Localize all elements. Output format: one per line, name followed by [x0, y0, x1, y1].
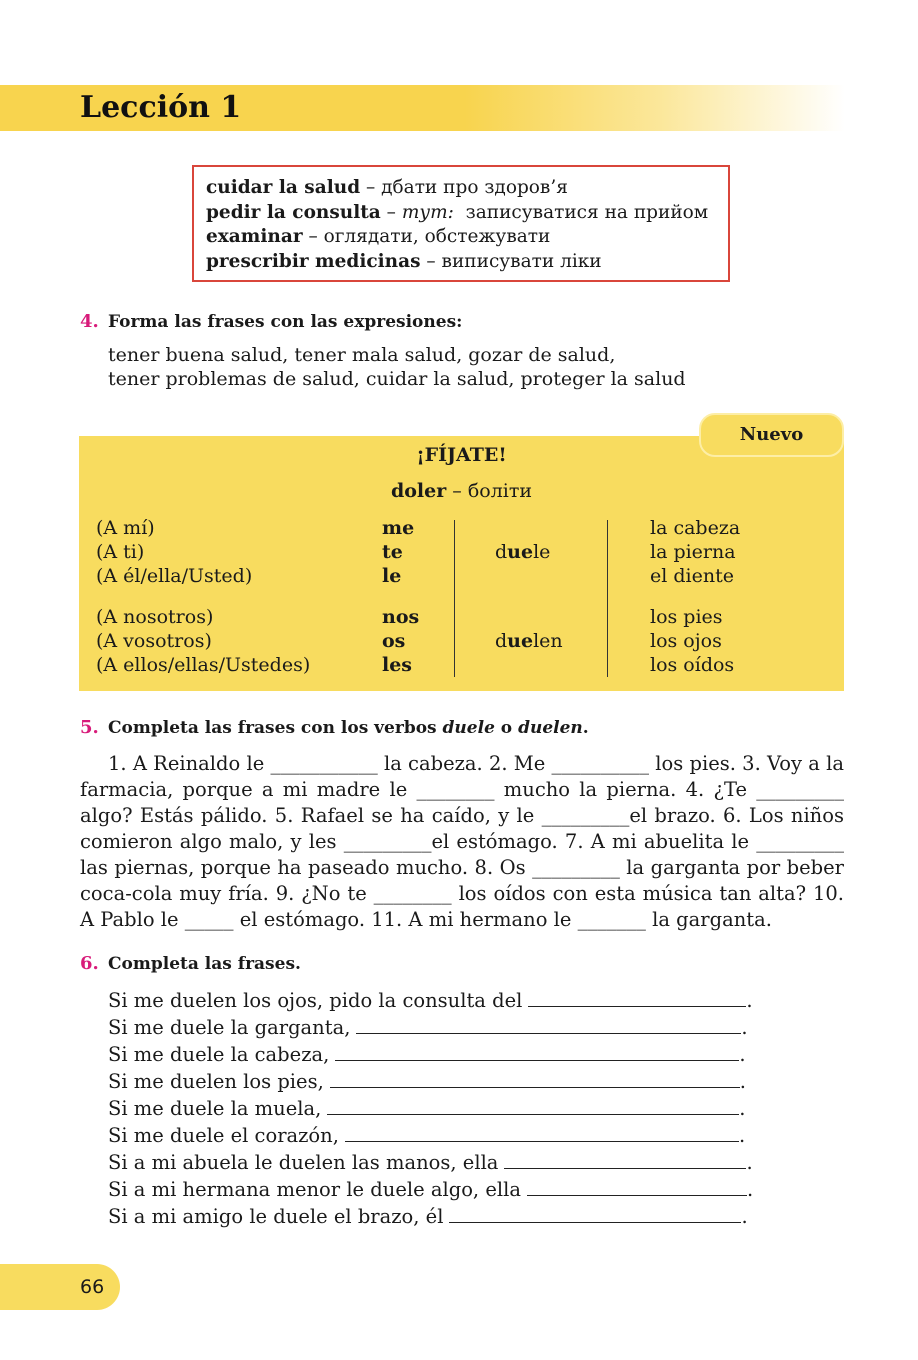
verb-part: le	[533, 541, 551, 563]
body-part: la cabeza	[650, 517, 741, 539]
sentence-start: Si me duelen los pies,	[108, 1070, 324, 1093]
answer-blank[interactable]	[335, 1044, 739, 1061]
sentence-start: Si me duele la cabeza,	[108, 1043, 330, 1066]
verb-option: duele	[442, 718, 495, 738]
pronoun: os	[382, 630, 406, 652]
sentence-line	[108, 1095, 753, 1122]
person-label: (A vosotros)	[96, 630, 212, 652]
sentence-start: Si me duele la muela,	[108, 1097, 322, 1120]
sentence-line	[108, 1203, 753, 1230]
body-part: los oídos	[650, 654, 735, 676]
answer-blank[interactable]	[528, 990, 746, 1007]
exercise-number: 6.	[80, 953, 99, 974]
end-mark: .	[739, 1070, 746, 1093]
sentence-start: Si a mi hermana menor le duele algo, ella	[108, 1178, 521, 1201]
plural-pronouns	[382, 605, 419, 677]
grammar-box	[79, 436, 844, 691]
exercise-4-heading	[80, 311, 462, 332]
grammar-verb: doler	[390, 480, 447, 502]
exercise-instruction: Completa las frases.	[108, 954, 301, 974]
sentence-start: Si me duele la garganta,	[108, 1016, 351, 1039]
exercise-instruction: Completa las frases con los verbos	[108, 718, 443, 738]
sentence-line	[108, 1176, 753, 1203]
plural-objects	[650, 605, 734, 677]
singular-objects	[650, 516, 740, 588]
vocab-note: тут:	[401, 201, 454, 223]
sentence-line	[108, 1122, 753, 1149]
sentence-start: Si me duelen los ojos, pido la consulta del	[108, 989, 523, 1012]
vocab-meaning: оглядати, обстежувати	[323, 226, 551, 247]
verb-option: duelen	[518, 718, 583, 738]
column-divider	[607, 520, 608, 677]
sentence-start: Si a mi amigo le duele el brazo, él	[108, 1205, 444, 1228]
verb-stem-change: ue	[507, 541, 534, 563]
singular-persons	[96, 516, 252, 588]
vocab-entry	[206, 201, 728, 226]
end-mark: .	[741, 1016, 748, 1039]
verb-part: len	[533, 630, 563, 652]
verb-part: d	[495, 630, 508, 652]
person-label: (A ti)	[96, 541, 145, 563]
end-mark: .	[739, 1097, 746, 1120]
vocab-term: prescribir medicinas	[206, 250, 421, 272]
sentence-start: Si a mi abuela le duelen las manos, ella	[108, 1151, 499, 1174]
person-label: (A nosotros)	[96, 606, 214, 628]
expression-line: tener problemas de salud, cuidar la salud, proteger la salud	[108, 368, 686, 390]
vocab-entry	[206, 250, 728, 275]
vocab-separator: –	[302, 226, 324, 247]
body-part: el diente	[650, 565, 734, 587]
expression-line: tener buena salud, tener mala salud, gozar de salud,	[108, 344, 616, 366]
vocab-entry	[206, 176, 728, 201]
verb-part: d	[495, 541, 508, 563]
person-label: (A mí)	[96, 517, 155, 539]
grammar-title: ¡FÍJATE!	[416, 444, 507, 466]
exercise-6-sentences	[108, 987, 753, 1230]
singular-verb-form	[495, 540, 550, 564]
person-label: (A él/ella/Usted)	[96, 565, 253, 587]
vocab-meaning: записуватися на прийом	[465, 201, 709, 223]
sentence-line	[108, 987, 753, 1014]
exercise-instruction: .	[582, 718, 589, 738]
plural-verb-form	[495, 629, 563, 653]
grammar-verb-line	[79, 480, 844, 502]
vocab-entry	[206, 225, 728, 250]
vocab-term: examinar	[206, 226, 303, 247]
exercise-number: 5.	[80, 717, 99, 738]
exercise-instruction: Forma las frases con las expresiones:	[108, 312, 463, 332]
exercise-4-expressions	[108, 343, 686, 391]
grammar-verb-meaning: – боліти	[446, 480, 533, 502]
end-mark: .	[739, 1043, 746, 1066]
vocab-separator: –	[380, 201, 402, 223]
sentence-line	[108, 1068, 753, 1095]
answer-blank[interactable]	[527, 1179, 747, 1196]
pronoun: te	[382, 541, 403, 563]
answer-blank[interactable]	[356, 1017, 741, 1034]
body-part: la pierna	[650, 541, 736, 563]
answer-blank[interactable]	[345, 1125, 739, 1142]
nuevo-tab: Nuevo	[699, 413, 844, 457]
vocab-term: cuidar la salud	[206, 177, 361, 198]
vocab-term: pedir la consulta	[206, 201, 381, 223]
end-mark: .	[746, 1178, 754, 1201]
singular-pronouns	[382, 516, 414, 588]
end-mark: .	[741, 1205, 748, 1228]
end-mark: .	[738, 1124, 746, 1147]
pronoun: nos	[382, 606, 420, 628]
pronoun: le	[382, 565, 402, 587]
vocab-separator: –	[420, 250, 442, 272]
answer-blank[interactable]	[327, 1098, 739, 1115]
vocab-separator: –	[360, 177, 382, 198]
lesson-title: Lección 1	[80, 90, 242, 125]
sentence-line	[108, 1014, 753, 1041]
exercise-5-heading	[80, 717, 589, 738]
vocabulary-box	[192, 165, 730, 282]
pronoun: les	[382, 654, 413, 676]
vocab-meaning: виписувати ліки	[441, 250, 602, 272]
body-part: los ojos	[650, 630, 722, 652]
answer-blank[interactable]	[449, 1206, 741, 1223]
page-number: 66	[80, 1276, 105, 1298]
plural-persons	[96, 605, 310, 677]
sentence-line	[108, 1149, 753, 1176]
end-mark: .	[746, 1151, 753, 1174]
column-divider	[454, 520, 455, 677]
person-label: (A ellos/ellas/Ustedes)	[96, 654, 311, 676]
sentence-line	[108, 1041, 753, 1068]
verb-stem-change: ue	[507, 630, 534, 652]
vocab-meaning: дбати про здоров’я	[381, 177, 568, 198]
body-part: los pies	[650, 606, 723, 628]
end-mark: .	[746, 989, 753, 1012]
sentence-start: Si me duele el corazón,	[108, 1124, 339, 1147]
exercise-number: 4.	[80, 311, 99, 332]
exercise-6-heading	[80, 953, 301, 974]
pronoun: me	[382, 517, 415, 539]
exercise-instruction: o	[494, 718, 519, 738]
answer-blank[interactable]	[504, 1152, 746, 1169]
answer-blank[interactable]	[330, 1071, 740, 1088]
exercise-5-text: 1. A Reinaldo le ___________ la cabeza. 2. Me __________ los pies. 3. Voy a la farmacia, porque a mi madre le ________ mucho la pierna. 4. ¿Te _________ algo? Estás pálido. 5. Rafael se ha caído, y le _________el brazo. 6. Los niños comieron algo malo, y les _________el estómago. 7. A mi abuelita le _________ las piernas, porque ha paseado mucho. 8. Os _________ la garganta por beber coca-cola muy fría. 9. ¿No te ________ los oídos con esta música tan alta? 10. A Pablo le _____ el estómago. 11. A mi hermano le _______ la garganta.	[80, 752, 844, 931]
